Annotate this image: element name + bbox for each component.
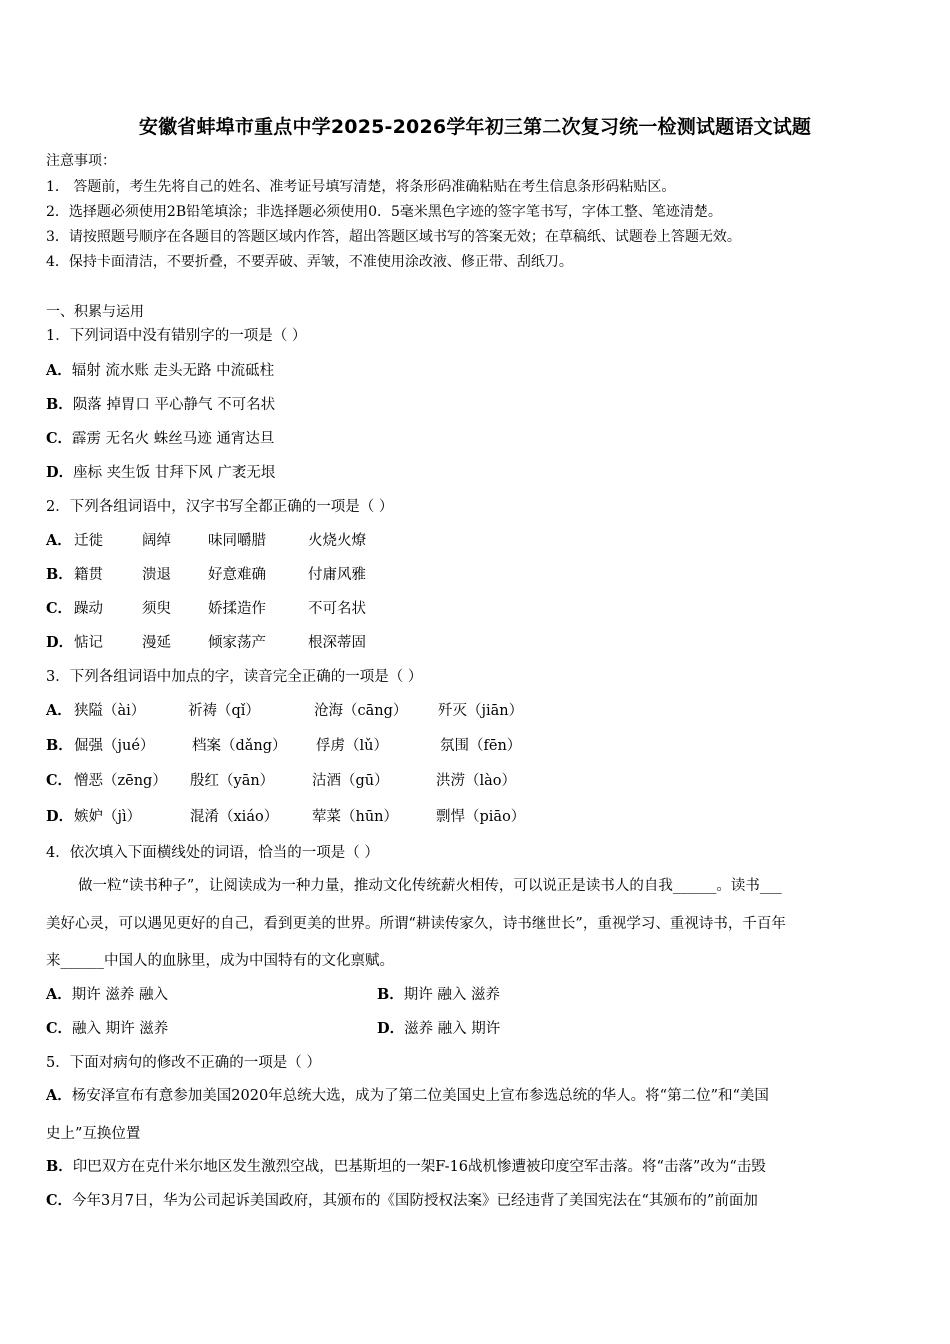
option-text: 融入 期许 滋养 <box>72 1021 169 1037</box>
option-text: 杨安泽宣布有意参加美国2020年总统大选，成为了第二位美国史上宣布参选总统的华人。将“第二位”和“美国 <box>71 1088 769 1104</box>
option-row <box>377 985 500 1005</box>
option-label: D． <box>46 808 74 825</box>
passage-line: 来______中国人的血脉里，成为中国特有的文化禀赋。 <box>46 953 394 969</box>
option-row <box>46 633 366 653</box>
option-label: B． <box>46 737 73 754</box>
option-text: 印巴双方在克什米尔地区发生激烈空战，巴基斯坦的一架F-16战机惨遭被印度空军击落。将“击落”改为“击毁 <box>72 1159 766 1175</box>
word: 好意难确 <box>208 567 266 583</box>
word: 漫延 <box>142 635 171 651</box>
passage-line: 做一粒“读书种子”，让阅读成为一种力量，推动文化传统薪火相传，可以说正是读书人的自我______。读书___ <box>78 878 782 894</box>
word: 档案（dǎng） <box>192 738 287 754</box>
word: 溃退 <box>142 567 171 583</box>
word: 憎恶（zēng） <box>74 773 167 789</box>
option-row <box>46 463 275 483</box>
option-text: 期许 滋养 融入 <box>71 987 168 1003</box>
option-row <box>46 985 168 1005</box>
question-stem: 5．下面对病句的修改不正确的一项是（ ） <box>46 1055 321 1071</box>
option-row <box>46 807 526 827</box>
word: 惦记 <box>74 635 103 651</box>
option-row <box>46 565 366 585</box>
notice-item: 3．请按照题号顺序在各题目的答题区域内作答，超出答题区域书写的答案无效；在草稿纸、试题卷上答题无效。 <box>46 229 741 245</box>
word: 阔绰 <box>142 533 171 549</box>
option-row <box>46 531 366 551</box>
option-label: A． <box>46 702 72 719</box>
option-row <box>46 1157 766 1177</box>
question-stem: 2．下列各组词语中，汉字书写全都正确的一项是（ ） <box>46 499 394 515</box>
option-row <box>377 1019 500 1039</box>
option-label: D． <box>46 634 74 651</box>
option-label: C． <box>46 1192 73 1209</box>
word: 倔强（jué） <box>74 738 155 754</box>
option-label: A． <box>46 532 72 549</box>
passage-line: 美好心灵，可以遇见更好的自己，看到更美的世界。所谓“耕读传家久，诗书继世长”，重视学习、重视诗书，千百年 <box>46 916 786 932</box>
word: 不可名状 <box>308 601 366 617</box>
word: 倾家荡产 <box>208 635 266 651</box>
question-stem: 3．下列各组词语中加点的字，读音完全正确的一项是（ ） <box>46 669 423 685</box>
option-row <box>46 1019 168 1039</box>
word: 沽酒（gū） <box>312 773 389 789</box>
question-stem: 1．下列词语中没有错别字的一项是（ ） <box>46 328 307 344</box>
option-label: C． <box>46 430 73 447</box>
word: 火烧火燎 <box>308 533 366 549</box>
word: 俘虏（lǔ） <box>316 738 388 754</box>
option-label: A． <box>46 1087 72 1104</box>
option-continuation: 史上”互换位置 <box>46 1126 141 1142</box>
option-label: C． <box>46 1020 73 1037</box>
word: 狭隘（ài） <box>74 703 146 719</box>
option-row <box>46 1086 769 1106</box>
option-text: 霹雳 无名火 蛛丝马迹 通宵达旦 <box>72 431 275 447</box>
option-text: 座标 夹生饭 甘拜下风 广袤无垠 <box>73 465 276 481</box>
section-heading: 一、积累与运用 <box>46 304 144 320</box>
notice-item: 1． 答题前，考生先将自己的姓名、准考证号填写清楚，将条形码准确粘贴在考生信息条形码粘贴区。 <box>46 179 676 195</box>
option-label: C． <box>46 600 73 617</box>
word: 须臾 <box>142 601 171 617</box>
option-label: A． <box>46 362 72 379</box>
word: 嫉妒（jì） <box>74 809 142 825</box>
option-text: 陨落 掉胃口 平心静气 不可名状 <box>72 397 276 413</box>
word: 迁徙 <box>74 533 103 549</box>
question-stem: 4．依次填入下面横线处的词语，恰当的一项是（ ） <box>46 845 379 861</box>
word: 躁动 <box>74 601 103 617</box>
option-text: 今年3月7日，华为公司起诉美国政府，其颁布的《国防授权法案》已经违背了美国宪法在“其颁布的”前面加 <box>72 1193 758 1209</box>
option-row <box>46 599 366 619</box>
option-text: 期许 融入 滋养 <box>403 987 500 1003</box>
word: 氛围（fēn） <box>440 738 522 754</box>
option-label: B． <box>46 566 73 583</box>
word: 荤菜（hūn） <box>312 809 399 825</box>
word: 剽悍（piāo） <box>436 809 526 825</box>
option-label: B． <box>46 396 73 413</box>
word: 洪涝（lào） <box>436 773 517 789</box>
word: 娇揉造作 <box>208 601 266 617</box>
option-text: 辐射 流水账 走头无路 中流砥柱 <box>71 363 275 379</box>
word: 歼灭（jiān） <box>438 703 524 719</box>
word: 殷红（yān） <box>190 773 275 789</box>
option-row <box>46 361 274 381</box>
word: 籍贯 <box>74 567 103 583</box>
option-row <box>46 1191 758 1211</box>
option-row <box>46 771 517 791</box>
option-label: B． <box>377 986 404 1003</box>
option-row <box>46 395 275 415</box>
notice-item: 2．选择题必须使用2B铅笔填涂；非选择题必须使用0．5毫米黑色字迹的签字笔书写，字体工整、笔迹清楚。 <box>46 204 722 220</box>
option-row <box>46 701 524 721</box>
word: 根深蒂固 <box>308 635 366 651</box>
option-label: A． <box>46 986 72 1003</box>
word: 祈祷（qǐ） <box>188 703 260 719</box>
option-text: 滋养 融入 期许 <box>404 1021 501 1037</box>
notice-item: 4．保持卡面清洁，不要折叠，不要弄破、弄皱，不准使用涂改液、修正带、刮纸刀。 <box>46 254 573 270</box>
option-row <box>46 736 522 756</box>
word: 付庸风雅 <box>308 567 366 583</box>
word: 沧海（cāng） <box>314 703 408 719</box>
word: 味同嚼腊 <box>208 533 266 549</box>
page-title: 安徽省蚌埠市重点中学2025-2026学年初三第二次复习统一检测试题语文试题 <box>138 116 812 138</box>
option-row <box>46 429 274 449</box>
word: 混淆（xiáo） <box>190 809 279 825</box>
option-label: D． <box>377 1020 405 1037</box>
notice-heading: 注意事项： <box>46 153 116 169</box>
option-label: D． <box>46 464 74 481</box>
option-label: B． <box>46 1158 73 1175</box>
option-label: C． <box>46 772 73 789</box>
